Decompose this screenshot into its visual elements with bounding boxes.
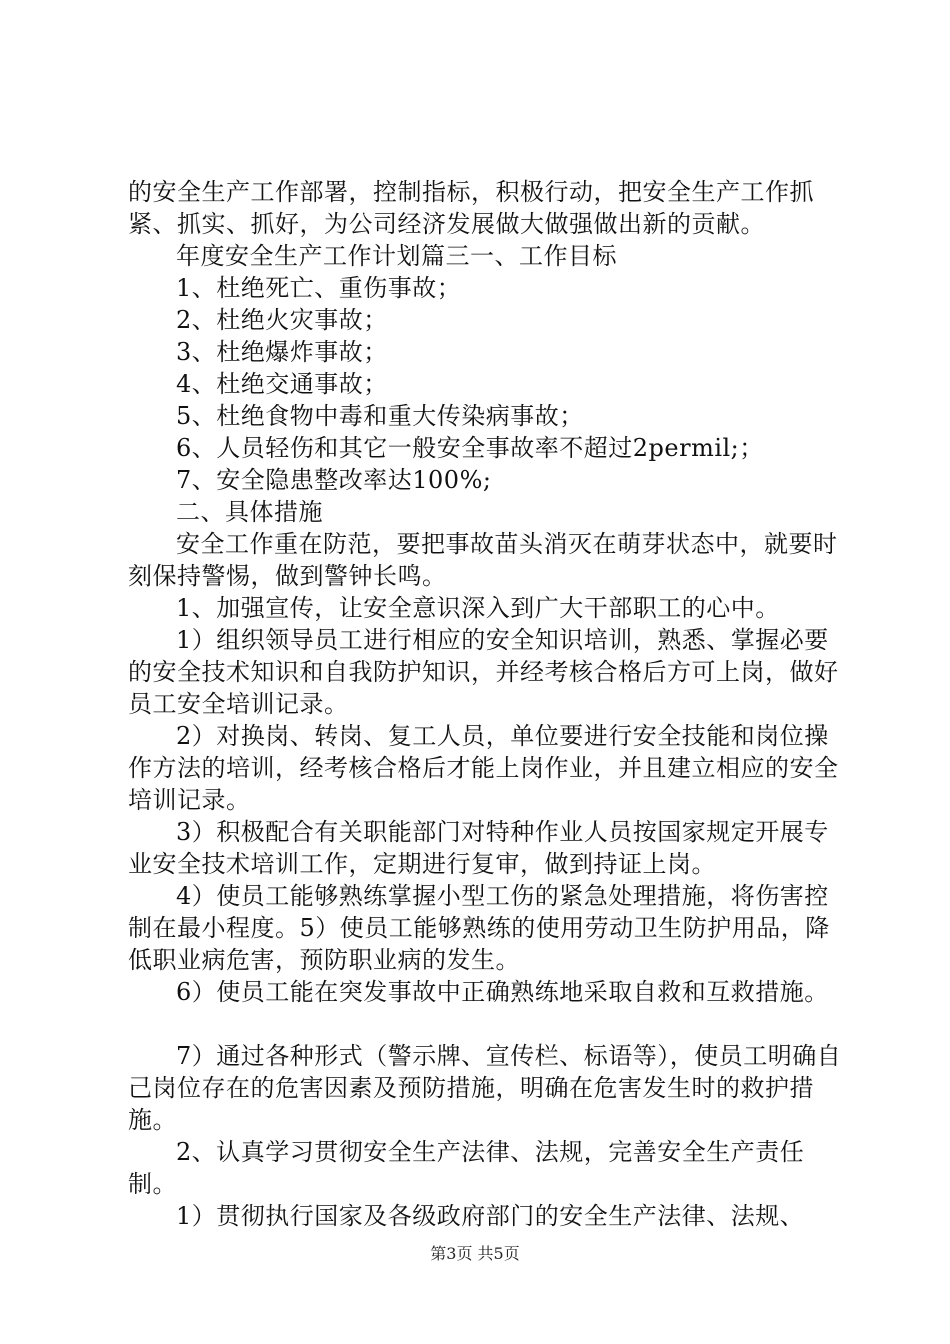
measures-intro: 安全工作重在防范，要把事故苗头消灭在萌芽状态中，就要时刻保持警惕，做到警钟长鸣。 [128,530,838,590]
goal-item-5: 5、杜绝食物中毒和重大传染病事故； [176,402,584,430]
measure-1-sub-1: 1）组织领导员工进行相应的安全知识培训，熟悉、掌握必要的安全技术知识和自我防护知识，并经考核合格后方可上岗，做好员工安全培训记录。 [128,626,839,718]
page-footer [0,1244,950,1264]
document-body [128,176,850,1232]
plan-heading-section-three: 年度安全生产工作计划篇三一、工作目标 [176,242,617,270]
measure-1-sub-2: 2）对换岗、转岗、复工人员，单位要进行安全技能和岗位操作方法的培训，经考核合格后才能上岗作业，并且建立相应的安全培训记录。 [128,722,839,814]
goal-item-2: 2、杜绝火灾事故； [176,306,388,334]
measure-1-sub-6: 6）使员工能在突发事故中正确熟练地采取自救和互救措施。 [176,978,829,1006]
measure-2-sub-1: 1）贯彻执行国家及各级政府部门的安全生产法律、法规、 [176,1202,805,1230]
goal-item-7: 7、安全隐患整改率达100%; [176,466,492,494]
measure-1-sub-7: 7）通过各种形式（警示牌、宣传栏、标语等），使员工明确自己岗位存在的危害因素及预防措施，明确在危害发生时的救护措施。 [128,1042,842,1134]
goal-item-4: 4、杜绝交通事故； [176,370,388,398]
measure-2-heading: 2、认真学习贯彻安全生产法律、法规，完善安全生产责任制。 [128,1138,805,1198]
paragraph-continuation: 的安全生产工作部署，控制指标，积极行动，把安全生产工作抓紧、抓实、抓好，为公司经济发展做大做强做出新的贡献。 [128,178,814,238]
goal-item-1: 1、杜绝死亡、重伤事故； [176,274,462,302]
measure-1-sub-3: 3）积极配合有关职能部门对特种作业人员按国家规定开展专业安全技术培训工作，定期进行复审，做到持证上岗。 [128,818,829,878]
page-number-label: 第3页 共5页 [430,1244,520,1263]
measure-1-sub-4-5: 4）使员工能够熟练掌握小型工伤的紧急处理措施，将伤害控制在最小程度。5）使员工能够熟练的使用劳动卫生防护用品，降低职业病危害，预防职业病的发生。 [128,882,830,974]
goal-item-3: 3、杜绝爆炸事故； [176,338,388,366]
section-heading-measures: 二、具体措施 [176,498,323,526]
goal-item-6: 6、人员轻伤和其它一般安全事故率不超过2permil;； [176,434,764,462]
measure-1-heading: 1、加强宣传，让安全意识深入到广大干部职工的心中。 [176,594,780,622]
